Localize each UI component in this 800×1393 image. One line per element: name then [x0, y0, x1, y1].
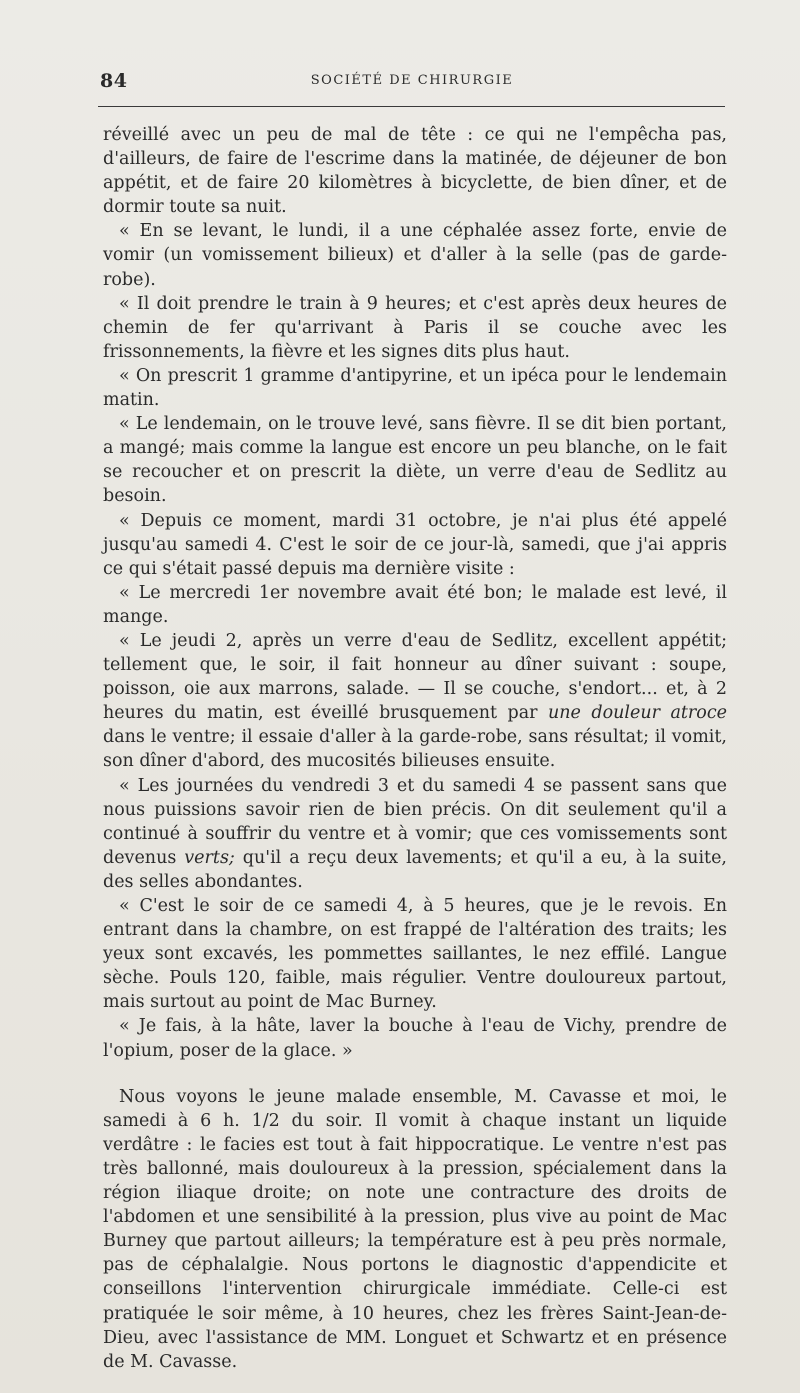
page-header [100, 70, 724, 92]
text-run: dans le ventre; il essaie d'aller à la garde-robe, sans résultat; il vomit, son dîner d'abord, des mucosités bilieuses ensuite. [103, 727, 727, 772]
paragraph [103, 774, 727, 894]
paragraph: « Depuis ce moment, mardi 31 octobre, je n'ai plus été appelé jusqu'au samedi 4. C'est le soir de ce jour-là, samedi, que j'ai appris ce qui s'était passé depuis ma dernière visite : [103, 510, 727, 579]
text-run: qu'il a reçu deux lavements; et qu'il a eu, à la suite, des selles abondantes. [103, 847, 727, 892]
paragraph: « On prescrit 1 gramme d'antipyrine, et un ipéca pour le lendemain matin. [103, 365, 727, 411]
paragraph: « C'est le soir de ce samedi 4, à 5 heures, que je le revois. En entrant dans la chambre, on est frappé de l'altération des traits; les yeux sont excavés, les pommettes saillantes, le nez effilé. Langue sèche. Pouls 120, faible, mais régulier. Ventre douloureux partout, mais surtout au point de Mac Burney. [103, 896, 727, 1013]
paragraph: Nous voyons le jeune malade ensemble, M. Cavasse et moi, le samedi à 6 h. 1/2 du soir. Il vomit à chaque instant un liquide verdâtre : le facies est tout à fait hippocratique. Le ventre n'est pas très ballonné, mais douloureux à la pression, spécialement dans la région iliaque droite; on note une contracture des droits de l'abdomen et une sensibilité à la pression, plus vive au point de Mac Burney que partout ailleurs; la température est à peu près normale, pas de céphalalgie. Nous portons le diagnostic d'appendicite et conseillons l'intervention chirurgicale immédiate. Celle-ci est pratiquée le soir même, à 10 heures, chez les frères Saint-Jean-de-Dieu, avec l'assistance de MM. Longuet et Schwartz et en présence de M. Cavasse. [103, 1086, 727, 1372]
italic-text: verts; [184, 847, 235, 868]
text-run: « Le jeudi 2, après un verre d'eau de Sedlitz, excellent appétit; tellement que, le soir, il fait honneur au dîner suivant : soupe, poisson, oie aux marrons, salade. — Il se couche, s'endort... et, à 2 heures du matin, est éveillé brusquement par [103, 630, 727, 724]
paragraph [103, 629, 727, 774]
italic-text: une douleur atroce [548, 703, 727, 724]
paragraph: « Le mercredi 1er novembre avait été bon; le malade est levé, il mange. [103, 582, 727, 627]
header-rule [98, 106, 725, 107]
page-number: 84 [100, 70, 128, 92]
paragraph: « Je fais, à la hâte, laver la bouche à l'eau de Vichy, prendre de l'opium, poser de la glace. » [103, 1016, 727, 1061]
paragraph: « En se levant, le lundi, il a une céphalée assez forte, envie de vomir (un vomissement bilieux) et d'aller à la selle (pas de garde-robe). [103, 221, 727, 290]
paragraph: « Le lendemain, on le trouve levé, sans fièvre. Il se dit bien portant, a mangé; mais comme la langue est encore un peu blanche, on le fait se recoucher et on prescrit la diète, un verre d'eau de Sedlitz au besoin. [103, 414, 727, 507]
running-title: SOCIÉTÉ DE CHIRURGIE [310, 73, 514, 88]
text-run: « Les journées du vendredi 3 et du samedi 4 se passent sans que nous puissions savoir rien de bien précis. On dit seulement qu'il a continué à souffrir du ventre et à vomir; que ces vomissements sont devenus [103, 775, 727, 868]
paragraph: « Il doit prendre le train à 9 heures; et c'est après deux heures de chemin de fer qu'arrivant à Paris il se couche avec les frissonnements, la fièvre et les signes dits plus haut. [103, 293, 727, 362]
body-text [103, 123, 727, 1374]
paragraph: réveillé avec un peu de mal de tête : ce qui ne l'empêcha pas, d'ailleurs, de faire de l'escrime dans la matinée, de déjeuner de bon appétit, et de faire 20 kilomètres à bicyclette, de bien dîner, et de dormir toute sa nuit. [103, 125, 727, 218]
